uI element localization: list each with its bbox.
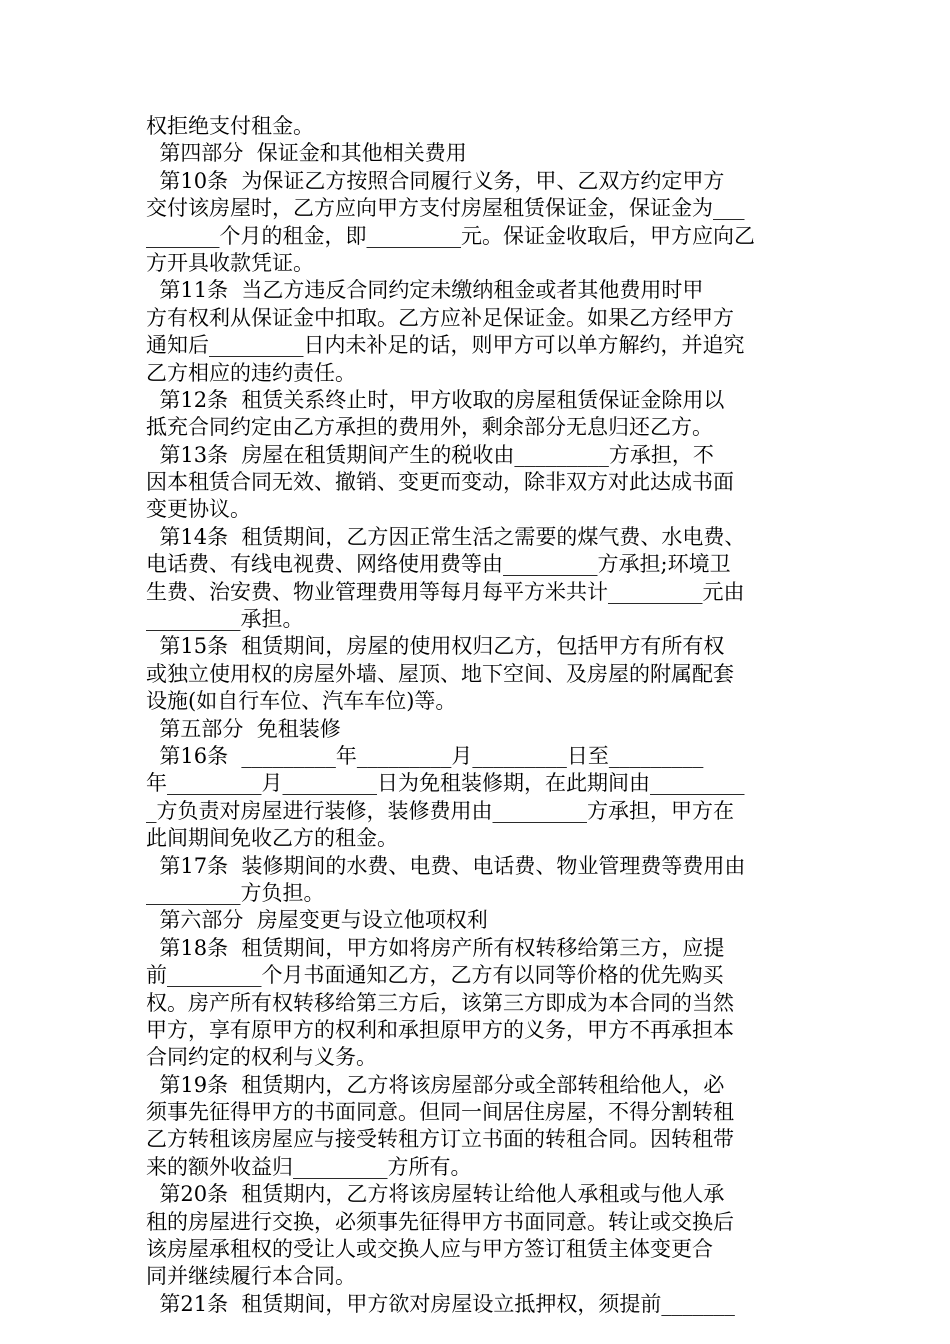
text-line: 合同约定的权利与义务。 — [146, 1045, 377, 1070]
section-heading: 第四部分 保证金和其他相关费用 — [146, 141, 467, 166]
section-heading: 第六部分 房屋变更与设立他项权利 — [146, 908, 488, 933]
text-line: 变更协议。 — [146, 497, 251, 522]
text-line: 第16条 _________年_________月_________日至_________ — [146, 743, 704, 768]
text-line: 第15条 租赁期间，房屋的使用权归乙方，包括甲方有所有权 — [146, 634, 725, 659]
text-line: 第19条 租赁期内，乙方将该房屋部分或全部转租给他人，必 — [146, 1072, 725, 1097]
text-line: 乙方相应的违约责任。 — [146, 360, 356, 385]
text-line: 第18条 租赁期间，甲方如将房产所有权转移给第三方，应提 — [146, 935, 725, 960]
text-line: 乙方转租该房屋应与接受转租方订立书面的转租合同。因转租带 — [146, 1127, 734, 1152]
text-line: _______个月的租金，即_________元。保证金收取后，甲方应向乙 — [146, 223, 755, 248]
text-line: 第17条 装修期间的水费、电费、电话费、物业管理费等费用由 — [146, 853, 746, 878]
text-line: 须事先征得甲方的书面同意。但同一间居住房屋，不得分割转租 — [146, 1100, 734, 1125]
text-line: _________承担。 — [146, 607, 304, 632]
text-line: 第12条 租赁关系终止时，甲方收取的房屋租赁保证金除用以 — [146, 387, 725, 412]
text-line: _方负责对房屋进行装修，装修费用由_________方承担，甲方在 — [146, 798, 734, 823]
text-line: 因本租赁合同无效、撤销、变更而变动，除非双方对此达成书面 — [146, 470, 734, 495]
text-line: 第11条 当乙方违反合同约定未缴纳租金或者其他费用时甲 — [146, 278, 704, 303]
text-line: 权拒绝支付租金。 — [146, 114, 314, 138]
text-line: 第20条 租赁期内，乙方将该房屋转让给他人承租或与他人承 — [146, 1182, 725, 1207]
text-line: 通知后_________日内未补足的话，则甲方可以单方解约，并追究 — [146, 333, 745, 358]
text-line: 生费、治安费、物业管理费用等每月每平方米共计_________元由 — [146, 579, 745, 604]
text-line: 电话费、有线电视费、网络使用费等由_________方承担;环境卫 — [146, 552, 731, 577]
text-line: 甲方，享有原甲方的权利和承担原甲方的义务，甲方不再承担本 — [146, 1017, 734, 1042]
text-line: 抵充合同约定由乙方承担的费用外，剩余部分无息归还乙方。 — [146, 415, 713, 440]
text-line: 第10条 为保证乙方按照合同履行义务，甲、乙双方约定甲方 — [146, 168, 725, 193]
text-line: 第13条 房屋在租赁期间产生的税收由_________方承担，不 — [146, 442, 714, 467]
text-line: 方有权利从保证金中扣取。乙方应补足保证金。如果乙方经甲方 — [146, 305, 734, 330]
text-line: _________方负担。 — [146, 880, 325, 905]
text-line: 该房屋承租权的受让人或交换人应与甲方签订租赁主体变更合 — [146, 1237, 713, 1262]
text-line: 前_________个月书面通知乙方，乙方有以同等价格的优先购买 — [146, 963, 724, 988]
text-line: 租的房屋进行交换，必须事先征得甲方书面同意。转让或交换后 — [146, 1209, 734, 1234]
text-line: 第21条 租赁期间，甲方欲对房屋设立抵押权，须提前_______ — [146, 1291, 735, 1316]
text-line: 权。房产所有权转移给第三方后，该第三方即成为本合同的当然 — [146, 990, 734, 1015]
text-line: 或独立使用权的房屋外墙、屋顶、地下空间、及房屋的附属配套 — [146, 661, 734, 686]
text-line: 设施(如自行车位、汽车车位)等。 — [146, 689, 457, 714]
text-line: 交付该房屋时，乙方应向甲方支付房屋租赁保证金，保证金为___ — [146, 196, 745, 221]
text-line: 同并继续履行本合同。 — [146, 1264, 356, 1289]
document-body — [146, 113, 810, 1318]
text-line: 来的额外收益归_________方所有。 — [146, 1154, 472, 1179]
text-line: 年_________月_________日为免租装修期，在此期间由_________ — [146, 771, 745, 796]
text-line: 此间期间免收乙方的租金。 — [146, 826, 398, 851]
text-line: 第14条 租赁期间，乙方因正常生活之需要的煤气费、水电费、 — [146, 524, 746, 549]
section-heading: 第五部分 免租装修 — [146, 716, 341, 741]
text-line: 方开具收款凭证。 — [146, 250, 314, 275]
